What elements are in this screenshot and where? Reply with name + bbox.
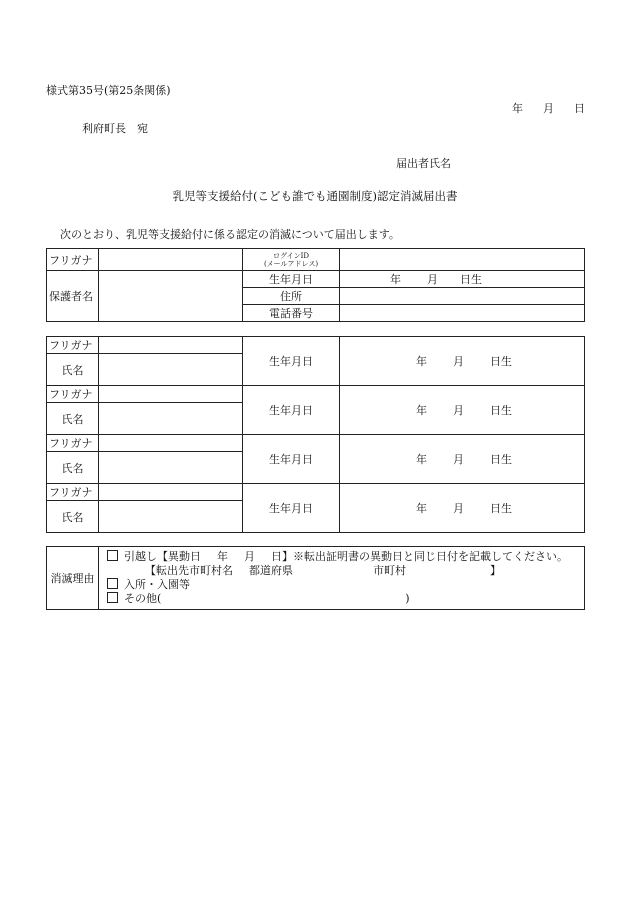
reason-table — [46, 546, 585, 610]
date-day: 日 — [574, 102, 585, 115]
child-birth-day: 日生 — [490, 355, 512, 368]
guardian-name-field[interactable] — [99, 271, 243, 322]
guardian-birth-year: 年 — [390, 273, 401, 286]
child-birth-year: 年 — [416, 453, 427, 466]
child-birth-year: 年 — [416, 502, 427, 515]
child-furigana-field[interactable] — [99, 386, 243, 403]
move-checkbox[interactable] — [107, 550, 118, 561]
intro-text: 次のとおり、乳児等支援給付に係る認定の消滅について届出します。 — [60, 228, 400, 241]
children-table — [46, 336, 585, 533]
child-furigana-field[interactable] — [99, 484, 243, 501]
enroll-checkbox[interactable] — [107, 578, 118, 589]
guardian-furigana-label: フリガナ — [47, 249, 99, 271]
child-birth-month: 月 — [453, 404, 464, 417]
child-name-label: 氏名 — [47, 403, 99, 435]
move-month: 月 — [244, 550, 255, 563]
child-birthdate-label: 生年月日 — [243, 435, 340, 484]
child-birth-year: 年 — [416, 404, 427, 417]
child-furigana-label: フリガナ — [47, 484, 99, 501]
guardian-birth-day: 日生 — [460, 273, 482, 286]
child-name-label: 氏名 — [47, 501, 99, 533]
child-birth-month: 月 — [453, 453, 464, 466]
child-birthdate-field[interactable] — [340, 484, 585, 533]
enroll-label: 入所・入園等 — [124, 578, 190, 591]
phone-field[interactable] — [340, 305, 585, 322]
destination-close: 】 — [490, 564, 501, 577]
child-furigana-label: フリガナ — [47, 386, 99, 403]
destination-city: 市町村 — [373, 564, 406, 577]
move-suffix: 日】※転出証明書の異動日と同じ日付を記載してください。 — [271, 550, 568, 563]
move-year: 年 — [217, 550, 228, 563]
login-id-label-2: (メールアドレス) — [263, 259, 319, 268]
reason-option-enroll — [99, 578, 584, 592]
child-birthdate-label: 生年月日 — [243, 484, 340, 533]
login-id-label-1: ログインID — [272, 251, 310, 260]
child-birth-month: 月 — [453, 355, 464, 368]
child-birth-day: 日生 — [490, 453, 512, 466]
destination-prefix: 【転出先市町村名 — [145, 564, 233, 577]
child-birthdate-field[interactable] — [340, 337, 585, 386]
child-name-label: 氏名 — [47, 354, 99, 386]
login-id-label — [243, 249, 340, 271]
phone-label: 電話番号 — [243, 305, 340, 322]
reason-label: 消滅理由 — [47, 547, 99, 610]
child-name-field[interactable] — [99, 403, 243, 435]
guardian-table — [46, 248, 585, 322]
child-birthdate-label: 生年月日 — [243, 337, 340, 386]
child-furigana-label: フリガナ — [47, 337, 99, 354]
reason-option-other — [99, 592, 584, 606]
form-number: 様式第35号(第25条関係) — [46, 84, 171, 97]
child-birthdate-field[interactable] — [340, 386, 585, 435]
reason-options — [99, 547, 585, 610]
child-birthdate-label: 生年月日 — [243, 386, 340, 435]
date-year: 年 — [512, 102, 523, 115]
other-open: その他( — [124, 592, 162, 605]
address-label: 住所 — [243, 288, 340, 305]
other-close: ) — [405, 592, 410, 605]
child-name-field[interactable] — [99, 452, 243, 484]
child-birth-day: 日生 — [490, 502, 512, 515]
child-name-field[interactable] — [99, 501, 243, 533]
guardian-birthdate-label: 生年月日 — [243, 271, 340, 288]
child-birth-day: 日生 — [490, 404, 512, 417]
guardian-name-label: 保護者名 — [47, 271, 99, 322]
child-birth-month: 月 — [453, 502, 464, 515]
document-title: 乳児等支援給付(こども誰でも通園制度)認定消滅届出書 — [172, 189, 458, 203]
guardian-birth-month: 月 — [427, 273, 438, 286]
guardian-birthdate-field[interactable] — [340, 271, 585, 288]
guardian-furigana-field[interactable] — [99, 249, 243, 271]
child-furigana-field[interactable] — [99, 337, 243, 354]
destination-line — [99, 564, 584, 578]
other-checkbox[interactable] — [107, 592, 118, 603]
child-name-label: 氏名 — [47, 452, 99, 484]
addressee: 利府町長 宛 — [82, 122, 148, 135]
move-prefix: 引越し【異動日 — [124, 550, 201, 563]
child-name-field[interactable] — [99, 354, 243, 386]
child-birthdate-field[interactable] — [340, 435, 585, 484]
child-birth-year: 年 — [416, 355, 427, 368]
submission-date — [512, 100, 585, 116]
notifier-name-label: 届出者氏名 — [396, 157, 451, 170]
child-furigana-label: フリガナ — [47, 435, 99, 452]
child-furigana-field[interactable] — [99, 435, 243, 452]
address-field[interactable] — [340, 288, 585, 305]
date-month: 月 — [543, 102, 554, 115]
destination-prefecture: 都道府県 — [249, 564, 293, 577]
login-id-field[interactable] — [340, 249, 585, 271]
reason-option-move — [99, 550, 584, 564]
